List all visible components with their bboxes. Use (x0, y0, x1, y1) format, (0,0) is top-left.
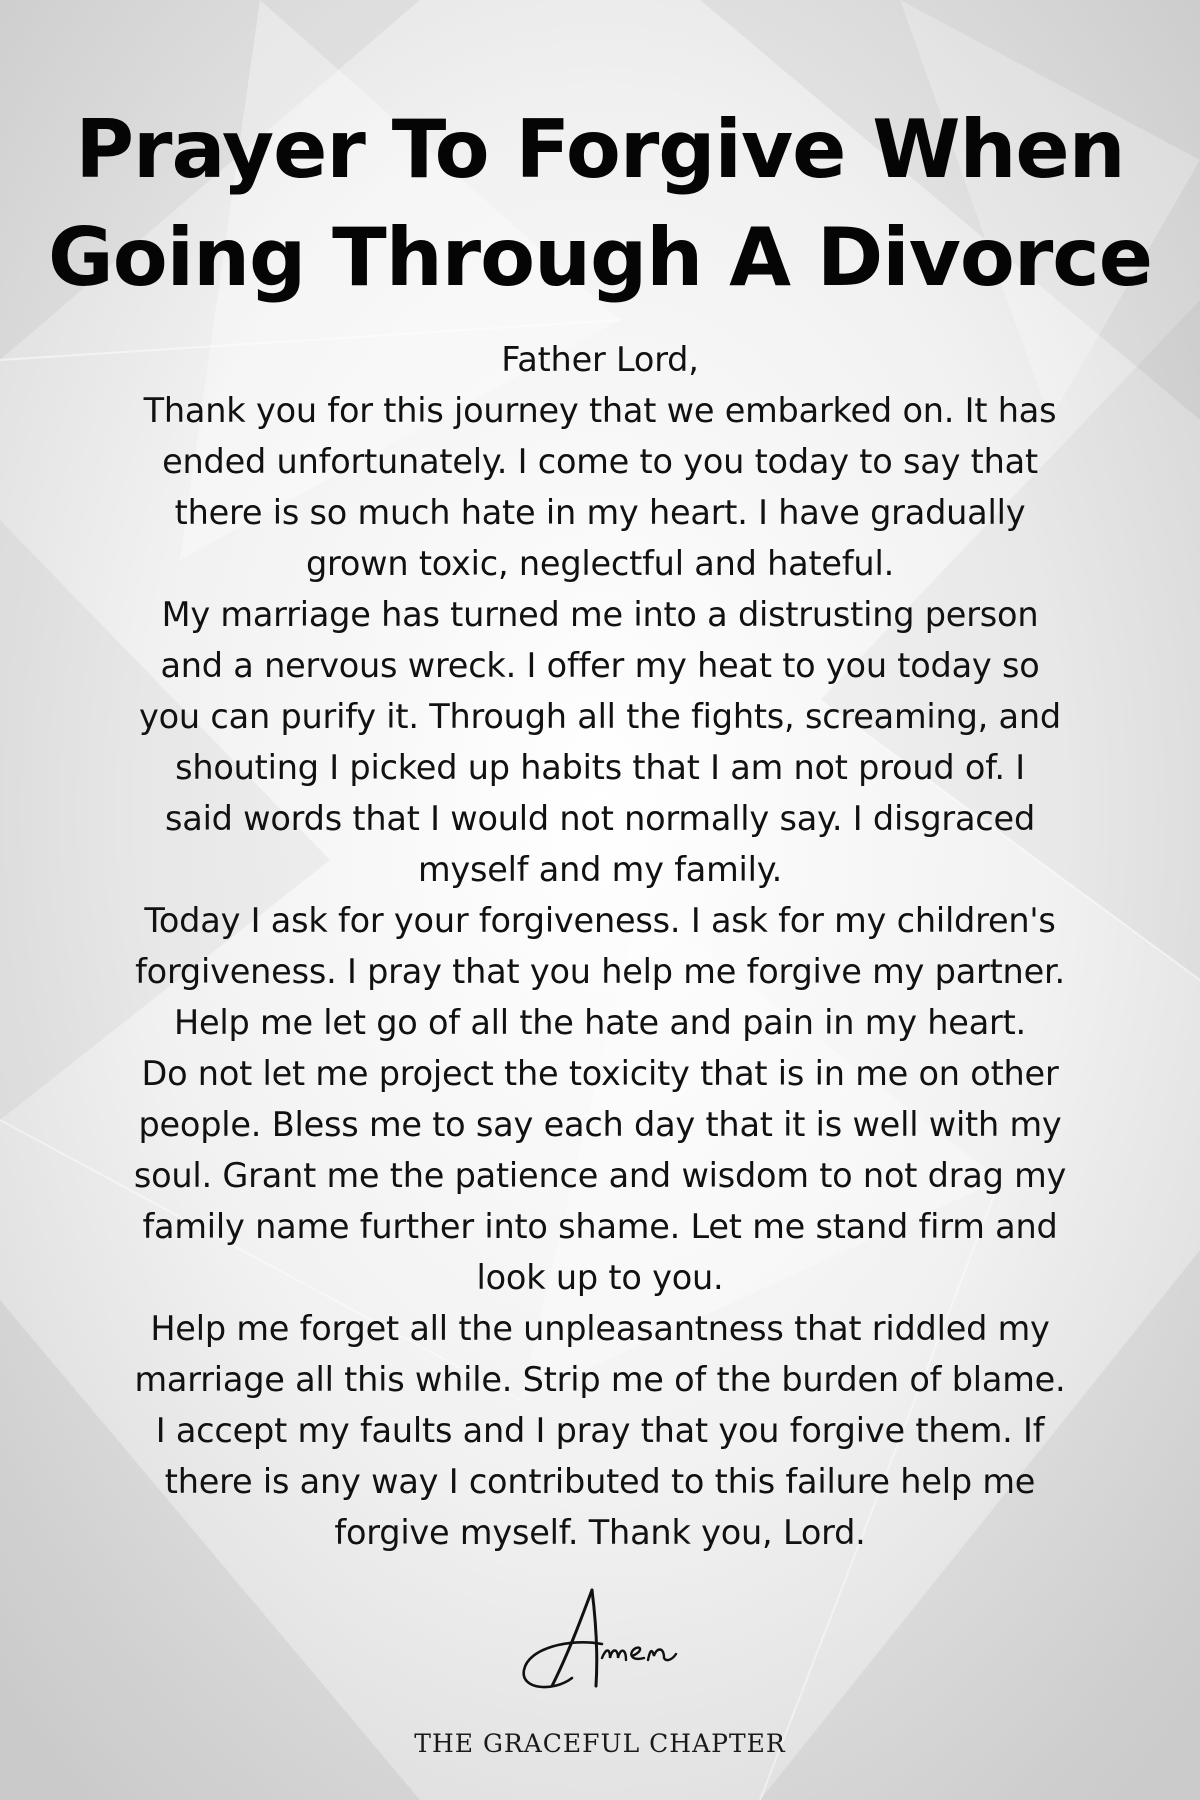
title-line-2: Going Through A Divorce (48, 211, 1152, 304)
prayer-line: Help me let go of all the hate and pain in my heart. (173, 1003, 1026, 1042)
prayer-line: family name further into shame. Let me stand firm and (142, 1207, 1058, 1246)
prayer-line: there is any way I contributed to this failure help me (164, 1462, 1036, 1501)
prayer-line: grown toxic, neglectful and hateful. (305, 544, 895, 583)
prayer-line: marriage all this while. Strip me of the burden of blame. (134, 1360, 1066, 1399)
prayer-line: shouting I picked up habits that I am not proud of. I (175, 748, 1025, 787)
prayer-line: forgive myself. Thank you, Lord. (334, 1513, 866, 1552)
prayer-line: and a nervous wreck. I offer my heat to you today so (160, 646, 1040, 685)
prayer-line: you can purify it. Through all the fights, screaming, and (139, 697, 1061, 736)
prayer-line: myself and my family. (417, 850, 783, 889)
prayer-line: soul. Grant me the patience and wisdom to not drag my (133, 1156, 1067, 1195)
prayer-line: look up to you. (476, 1258, 724, 1297)
prayer-line: I accept my faults and I pray that you forgive them. If (155, 1411, 1045, 1450)
prayer-text (60, 334, 1140, 1558)
prayer-line: My marriage has turned me into a distrusting person (161, 595, 1039, 634)
prayer-line: forgiveness. I pray that you help me forgive my partner. (135, 952, 1065, 991)
prayer-line: people. Bless me to say each day that it is well with my (138, 1105, 1062, 1144)
prayer-line: there is so much hate in my heart. I have gradually (174, 493, 1026, 532)
brand-footer: THE GRACEFUL CHAPTER (414, 1729, 786, 1758)
prayer-line: ended unfortunately. I come to you today to say that (162, 442, 1038, 481)
page-title (0, 96, 1200, 312)
prayer-line: Today I ask for your forgiveness. I ask for my children's (144, 901, 1056, 940)
title-line-1: Prayer To Forgive When (75, 103, 1125, 196)
amen-signature-icon (510, 1582, 700, 1702)
prayer-line: Thank you for this journey that we embarked on. It has (143, 391, 1057, 430)
prayer-line: Father Lord, (501, 340, 699, 379)
prayer-line: said words that I would not normally say. I disgraced (164, 799, 1036, 838)
prayer-line: Help me forget all the unpleasantness that riddled my (150, 1309, 1050, 1348)
prayer-line: Do not let me project the toxicity that is in me on other (141, 1054, 1059, 1093)
